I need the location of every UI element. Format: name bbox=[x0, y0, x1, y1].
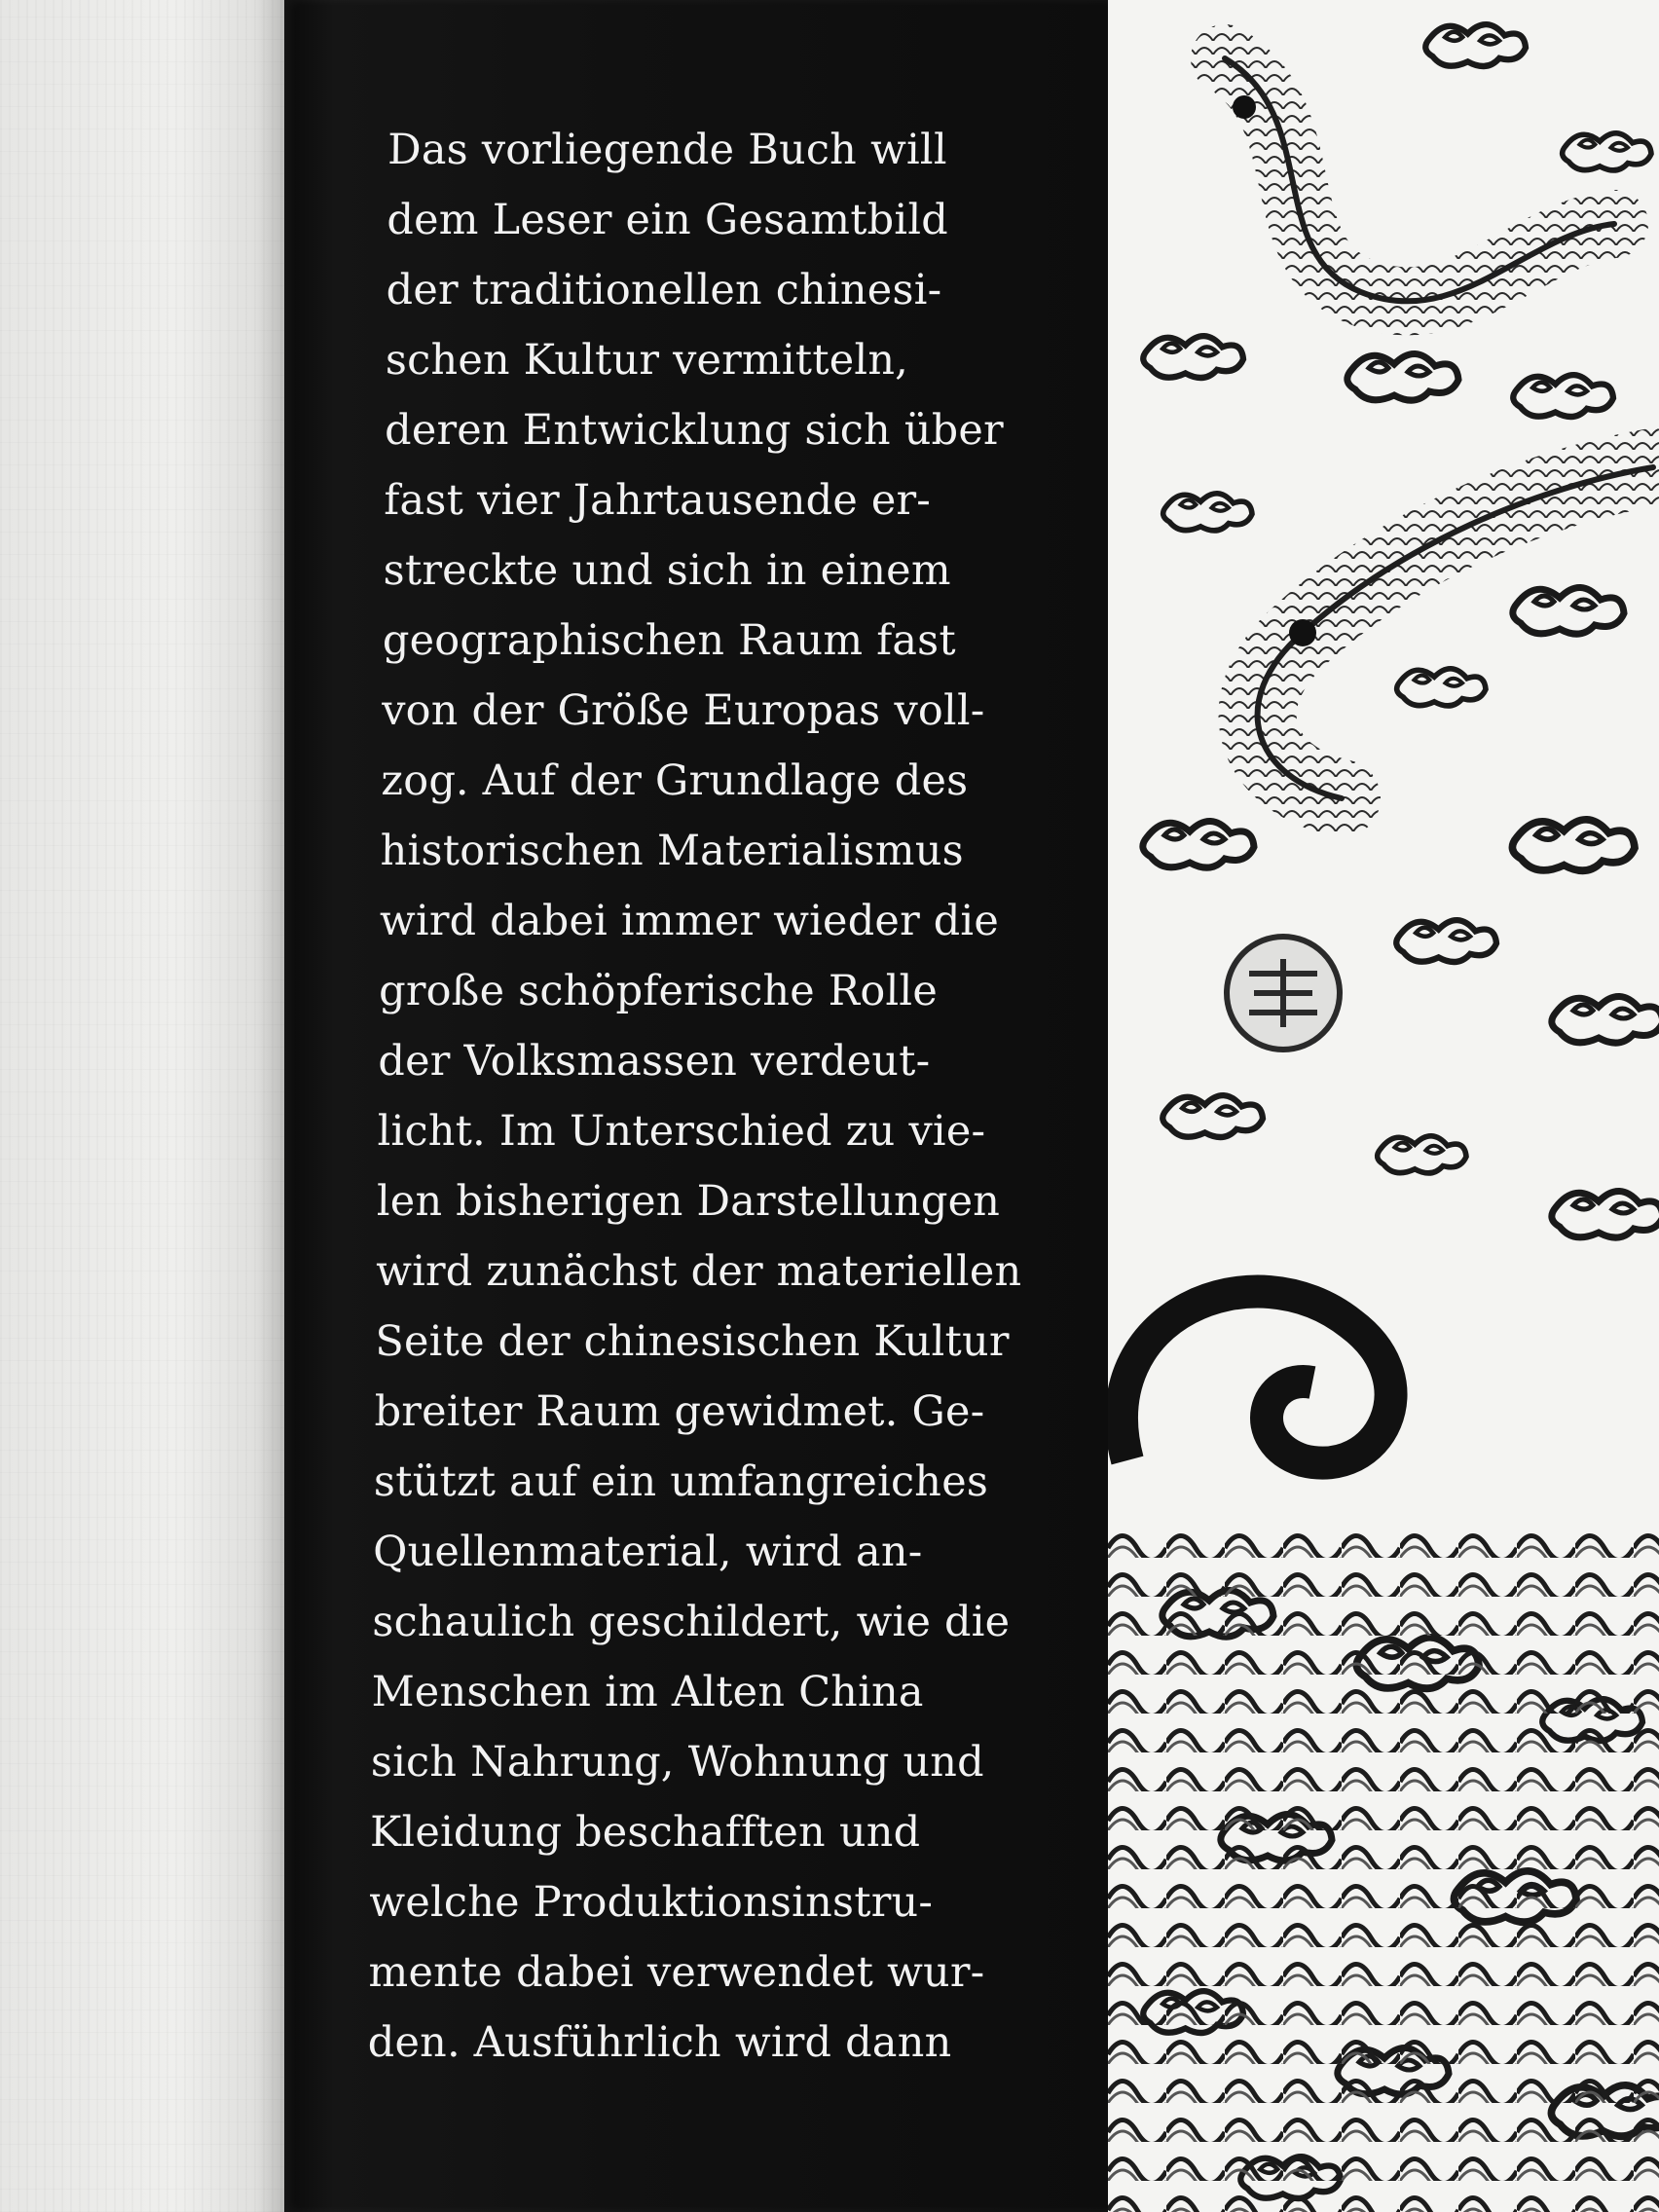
cloud-motif bbox=[1396, 920, 1496, 962]
blurb-line: den. Ausführlich wird dann bbox=[367, 2018, 952, 2067]
dragon-eye-upper bbox=[1233, 95, 1256, 119]
blurb-line: schen Kultur vermitteln, bbox=[385, 336, 909, 385]
cut-off-edge-text bbox=[0, 2191, 292, 2212]
blurb-line: welche Produktionsinstru- bbox=[369, 1878, 934, 1927]
cloud-motif bbox=[1513, 375, 1613, 417]
blurb-line: mente dabei verwendet wur- bbox=[368, 1948, 985, 1997]
cloud-motif bbox=[1512, 820, 1635, 870]
dragon-body-upper bbox=[1225, 58, 1614, 301]
blurb-line: breiter Raum gewidmet. Ge- bbox=[374, 1387, 985, 1436]
blurb-line: sich Nahrung, Wohnung und bbox=[370, 1738, 985, 1787]
dragon-textile-image bbox=[1108, 0, 1659, 2212]
blurb-line: Quellenmaterial, wird an- bbox=[372, 1528, 923, 1576]
blurb-line: Seite der chinesischen Kultur bbox=[375, 1317, 1010, 1366]
blurb-line: der traditionellen chinesi- bbox=[386, 266, 942, 314]
cloud-motif bbox=[1552, 1191, 1659, 1237]
cloud-motif bbox=[1425, 24, 1526, 66]
blurb-line: große schöpferische Rolle bbox=[378, 967, 939, 1015]
cloud-motif bbox=[1397, 669, 1486, 706]
blurb-line: von der Größe Europas voll- bbox=[381, 686, 985, 735]
cloud-motif bbox=[1378, 1136, 1466, 1173]
wave-swirl bbox=[1122, 1292, 1391, 1463]
blurb-line: zog. Auf der Grundlage des bbox=[381, 756, 969, 805]
blurb-line: wird dabei immer wieder die bbox=[379, 897, 1000, 945]
blurb-line: Das vorliegende Buch will bbox=[387, 126, 948, 174]
blurb-line: stützt auf ein umfangreiches bbox=[373, 1457, 989, 1506]
blurb-line: wird zunächst der materiellen bbox=[375, 1247, 1022, 1296]
blurb-line: Menschen im Alten China bbox=[371, 1668, 925, 1716]
blurb-line: Kleidung beschafften und bbox=[369, 1808, 921, 1857]
dragon-cloud-illustration bbox=[1108, 0, 1659, 2212]
blurb-line: historischen Materialismus bbox=[380, 827, 965, 875]
blurb-line: deren Entwicklung sich über bbox=[384, 406, 1005, 455]
blurb-line: der Volksmassen verdeut- bbox=[378, 1037, 931, 1086]
cloud-motif bbox=[1563, 133, 1651, 170]
cloud-motif bbox=[1513, 587, 1624, 634]
dragon-eye bbox=[1289, 619, 1316, 646]
book-cover-black-panel bbox=[284, 0, 1108, 2212]
dragon-body-middle bbox=[1258, 467, 1653, 798]
cloud-motif bbox=[1143, 821, 1254, 867]
blurb-line: schaulich geschildert, wie die bbox=[372, 1598, 1011, 1646]
cloud-motif bbox=[1162, 1095, 1263, 1137]
table-surface bbox=[0, 0, 292, 2212]
blurb-line: streckte und sich in einem bbox=[383, 546, 952, 595]
sea-waves bbox=[1108, 1519, 1659, 2212]
blurb-line: dem Leser ein Gesamtbild bbox=[387, 196, 949, 244]
cover-blurb-text bbox=[367, 115, 1108, 2078]
blurb-line: licht. Im Unterschied zu vie- bbox=[377, 1107, 986, 1156]
cloud-motif bbox=[1143, 336, 1243, 378]
blurb-line: geographischen Raum fast bbox=[382, 616, 957, 665]
cloud-motif bbox=[1163, 494, 1252, 531]
cloud-motif bbox=[1552, 996, 1659, 1043]
blurb-line: len bisherigen Darstellungen bbox=[376, 1177, 1001, 1226]
cloud-motif bbox=[1347, 353, 1458, 400]
blurb-line: fast vier Jahrtausende er- bbox=[384, 476, 932, 525]
